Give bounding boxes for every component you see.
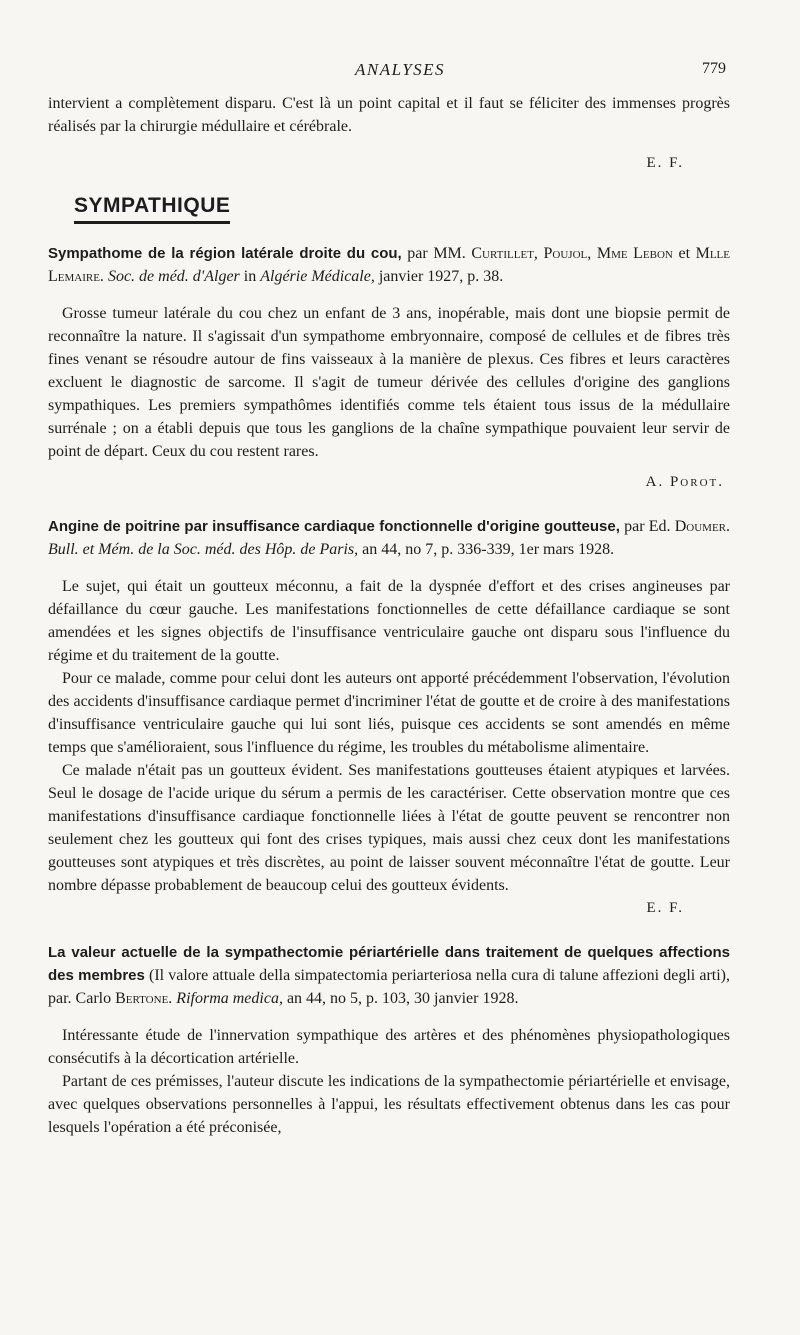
article-3-paragraph-1: Intéressante étude de l'innervation sympathique des artères et des phénomènes physiopathologiques consécutifs à la décortication artérielle.	[48, 1027, 730, 1067]
article-2-title: Angine de poitrine par insuffisance cardiaque fonctionnelle d'origine goutteuse,	[48, 518, 620, 535]
intro-signature: E. F.	[646, 155, 684, 171]
section-heading: SYMPATHIQUE	[74, 194, 230, 224]
article-1-signature: A. Porot.	[645, 474, 724, 490]
article-1-source: Soc. de méd. d'Alger	[103, 268, 240, 285]
article-1-and: et	[672, 245, 696, 262]
article-1-date: janvier 1927, p. 38.	[374, 268, 504, 285]
article-2-paragraph-3: Ce malade n'était pas un goutteux évident. Ses manifestations goutteuses étaient atypiques et larvées. Seul le dosage de l'acide urique du sérum a permis de les caractériser. Cette observation montre que ces manifestations d'insuffisance cardiaque fonctionnelle liées à l'état de goutte peuvent se rencontrer non seulement chez les goutteux qui font des crises typiques, mais aussi chez ceux dont les manifestations goutteuses sont atypiques et très discrètes, au point de laisser souvent méconnaître l'état de goutte. Leur nombre dépasse probablement de beaucoup celui des goutteux évidents.	[48, 762, 730, 894]
article-1-authors: Curtillet, Poujol, Mme Lebon	[471, 245, 673, 262]
article-2-paragraph-1: Le sujet, qui était un goutteux méconnu, a fait de la dyspnée d'effort et des crises angineuses par défaillance du cœur gauche. Les manifestations fonctionnelles de cette défaillance cardiaque se sont amendées et les signes objectifs de l'insuffisance ventriculaire gauche ont disparu sous l'influence du régime et du traitement de la goutte.	[48, 578, 730, 664]
article-2-by: par Ed.	[619, 518, 675, 535]
article-2-body	[48, 575, 730, 897]
article-3-header	[48, 941, 730, 1010]
page-content	[48, 92, 730, 1139]
running-title: ANALYSES	[354, 60, 446, 79]
article-1-by: par MM.	[401, 245, 472, 262]
article-1-paragraph: Grosse tumeur latérale du cou chez un enfant de 3 ans, inopérable, mais dont une biopsie permit de reconnaître la nature. Il s'agissait d'un sympathome embryonnaire, composé de cellules et de fibres très fines venant se résoudre autour de fins vaisseaux à la manière de plexus. Ces fibres et leurs caractères excluent le diagnostic de sarcome. Il s'agit de tumeur dérivée des cellules d'origine des ganglions sympathiques. Les premiers sympathômes identifiés comme tels étaient tous issus de la médullaire surrénale ; on a établi depuis que tous les ganglions de la chaîne sympathique pouvaient leur servir de point de départ. Ceux du cou restent rares.	[48, 305, 730, 460]
intro-paragraph: intervient a complètement disparu. C'est là un point capital et il faut se féliciter des immenses progrès réalisés par la chirurgie médullaire et cérébrale.	[48, 95, 730, 135]
article-2-date: an 44, no 7, p. 336-339, 1er mars 1928.	[358, 541, 615, 558]
article-3-paragraph-2: Partant de ces prémisses, l'auteur discute les indications de la sympathectomie périartérielle et envisage, avec quelques observations personnelles à l'appui, les résultats effectivement obtenus dans les cas pour lesquels l'opération a été préconisée,	[48, 1073, 730, 1136]
article-1-in: in	[239, 268, 261, 285]
article-2-signature: E. F.	[646, 900, 684, 916]
article-3-authors: Bertone.	[115, 990, 173, 1007]
article-1-body	[48, 302, 730, 463]
article-2-header	[48, 515, 730, 561]
article-2-paragraph-2: Pour ce malade, comme pour celui dont les auteurs ont apporté précédemment l'observation, l'évolution des accidents d'insuffisance cardiaque permet d'incriminer l'état de goutte et de croire à des manifestations d'insuffisance ventriculaire gauche qui lui sont liés, puisque ces accidents se sont amendés en même temps que s'amélioraient, sous l'influence du régime, les troubles du métabolisme alimentaire.	[48, 670, 730, 756]
article-2-source: Bull. et Mém. de la Soc. méd. des Hôp. de Paris,	[48, 541, 359, 558]
article-1-journal: Algérie Médicale,	[260, 268, 375, 285]
article-2-authors: Doumer.	[674, 518, 730, 535]
section-heading-wrap	[48, 174, 730, 224]
article-1-authors2: Mlle Lemaire.	[48, 245, 730, 285]
article-3-body	[48, 1024, 730, 1139]
article-3-title: La valeur actuelle de la sympathectomie périartérielle dans traitement de quelques affections des membres	[48, 944, 730, 984]
article-3-date: an 44, no 5, p. 103, 30 janvier 1928.	[282, 990, 519, 1007]
article-3-journal: Riforma medica,	[172, 990, 283, 1007]
article-1-title: Sympathome de la région latérale droite du cou,	[48, 245, 402, 262]
article-1-header	[48, 242, 730, 288]
article-3-subtitle: (Il valore attuale della simpatectomia periarteriosa nella cura di talune affezioni degli arti), par. Carlo	[48, 967, 731, 1007]
running-head	[0, 60, 800, 82]
page-number: 779	[702, 60, 726, 77]
